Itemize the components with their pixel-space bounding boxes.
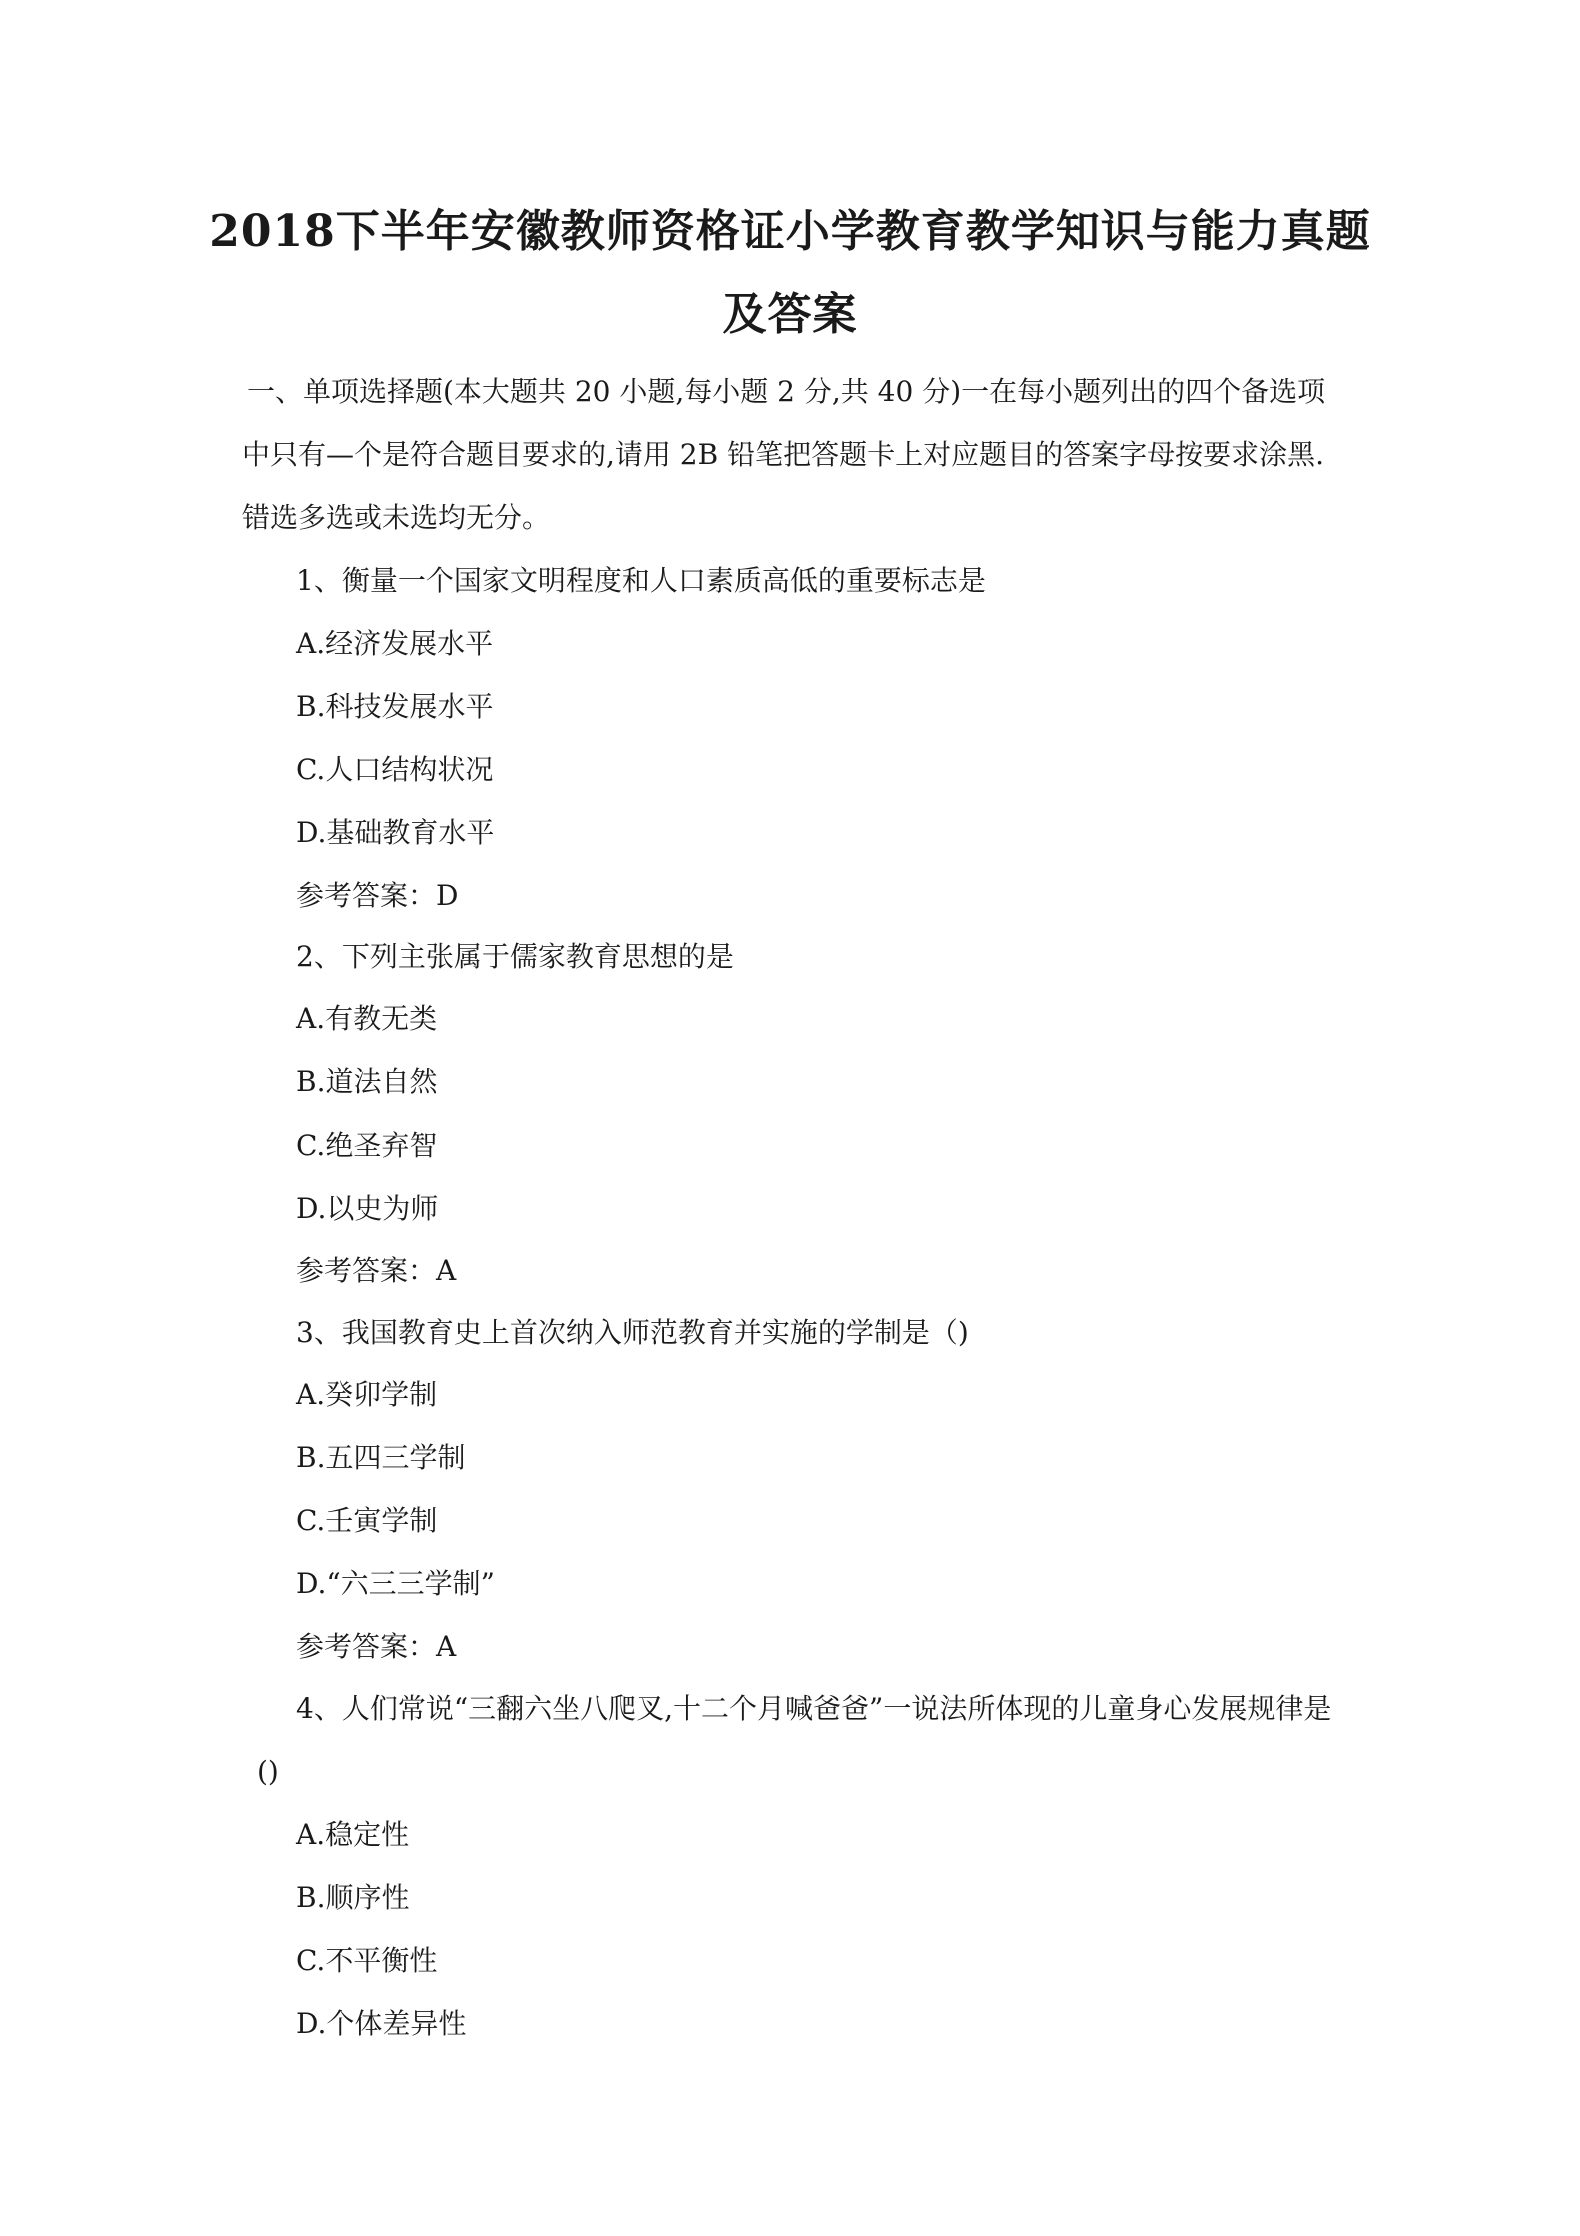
instructions-line-3: 错选多选或未选均无分。 xyxy=(242,501,551,534)
question-3-option-c: C.壬寅学制 xyxy=(296,1504,438,1537)
question-3-option-b: B.五四三学制 xyxy=(296,1441,466,1474)
question-3-option-a: A.癸卯学制 xyxy=(296,1378,438,1411)
question-2-option-a: A.有教无类 xyxy=(296,1002,438,1035)
question-1-option-b: B.科技发展水平 xyxy=(296,690,494,723)
question-2-answer: 参考答案：A xyxy=(296,1254,457,1287)
question-1-option-d: D.基础教育水平 xyxy=(296,816,495,849)
question-1-answer: 参考答案：D xyxy=(296,879,459,912)
question-4-option-c: C.不平衡性 xyxy=(296,1944,438,1977)
question-3-stem: 3、我国教育史上首次纳入师范教育并实施的学制是（) xyxy=(296,1316,969,1349)
document-title-line2: 及答案 xyxy=(722,289,858,340)
document-title-line1: 2018下半年安徽教师资格证小学教育教学知识与能力真题 xyxy=(209,206,1371,257)
instructions-line-1: 一、单项选择题(本大题共 20 小题,每小题 2 分,共 40 分)一在每小题列出的四个备选项 xyxy=(247,375,1326,408)
question-2-option-b: B.道法自然 xyxy=(296,1065,438,1098)
question-1-stem: 1、衡量一个国家文明程度和人口素质高低的重要标志是 xyxy=(296,564,986,597)
instructions-line-2: 中只有—个是符合题目要求的,请用 2B 铅笔把答题卡上对应题目的答案字母按要求涂黑. xyxy=(242,438,1324,471)
question-2-option-c: C.绝圣弃智 xyxy=(296,1129,438,1162)
question-4-stem-continuation: () xyxy=(257,1755,279,1788)
question-4-option-d: D.个体差异性 xyxy=(296,2007,467,2040)
question-3-option-d: D.“六三三学制” xyxy=(296,1567,495,1600)
question-4-option-b: B.顺序性 xyxy=(296,1881,410,1914)
question-1-option-c: C.人口结构状况 xyxy=(296,753,494,786)
question-4-option-a: A.稳定性 xyxy=(296,1818,410,1851)
question-2-stem: 2、下列主张属于儒家教育思想的是 xyxy=(296,940,734,973)
question-2-option-d: D.以史为师 xyxy=(296,1192,439,1225)
question-1-option-a: A.经济发展水平 xyxy=(296,627,494,660)
question-4-stem: 4、人们常说“三翻六坐八爬叉,十二个月喊爸爸”一说法所体现的儿童身心发展规律是 xyxy=(296,1692,1332,1725)
question-3-answer: 参考答案：A xyxy=(296,1630,457,1663)
